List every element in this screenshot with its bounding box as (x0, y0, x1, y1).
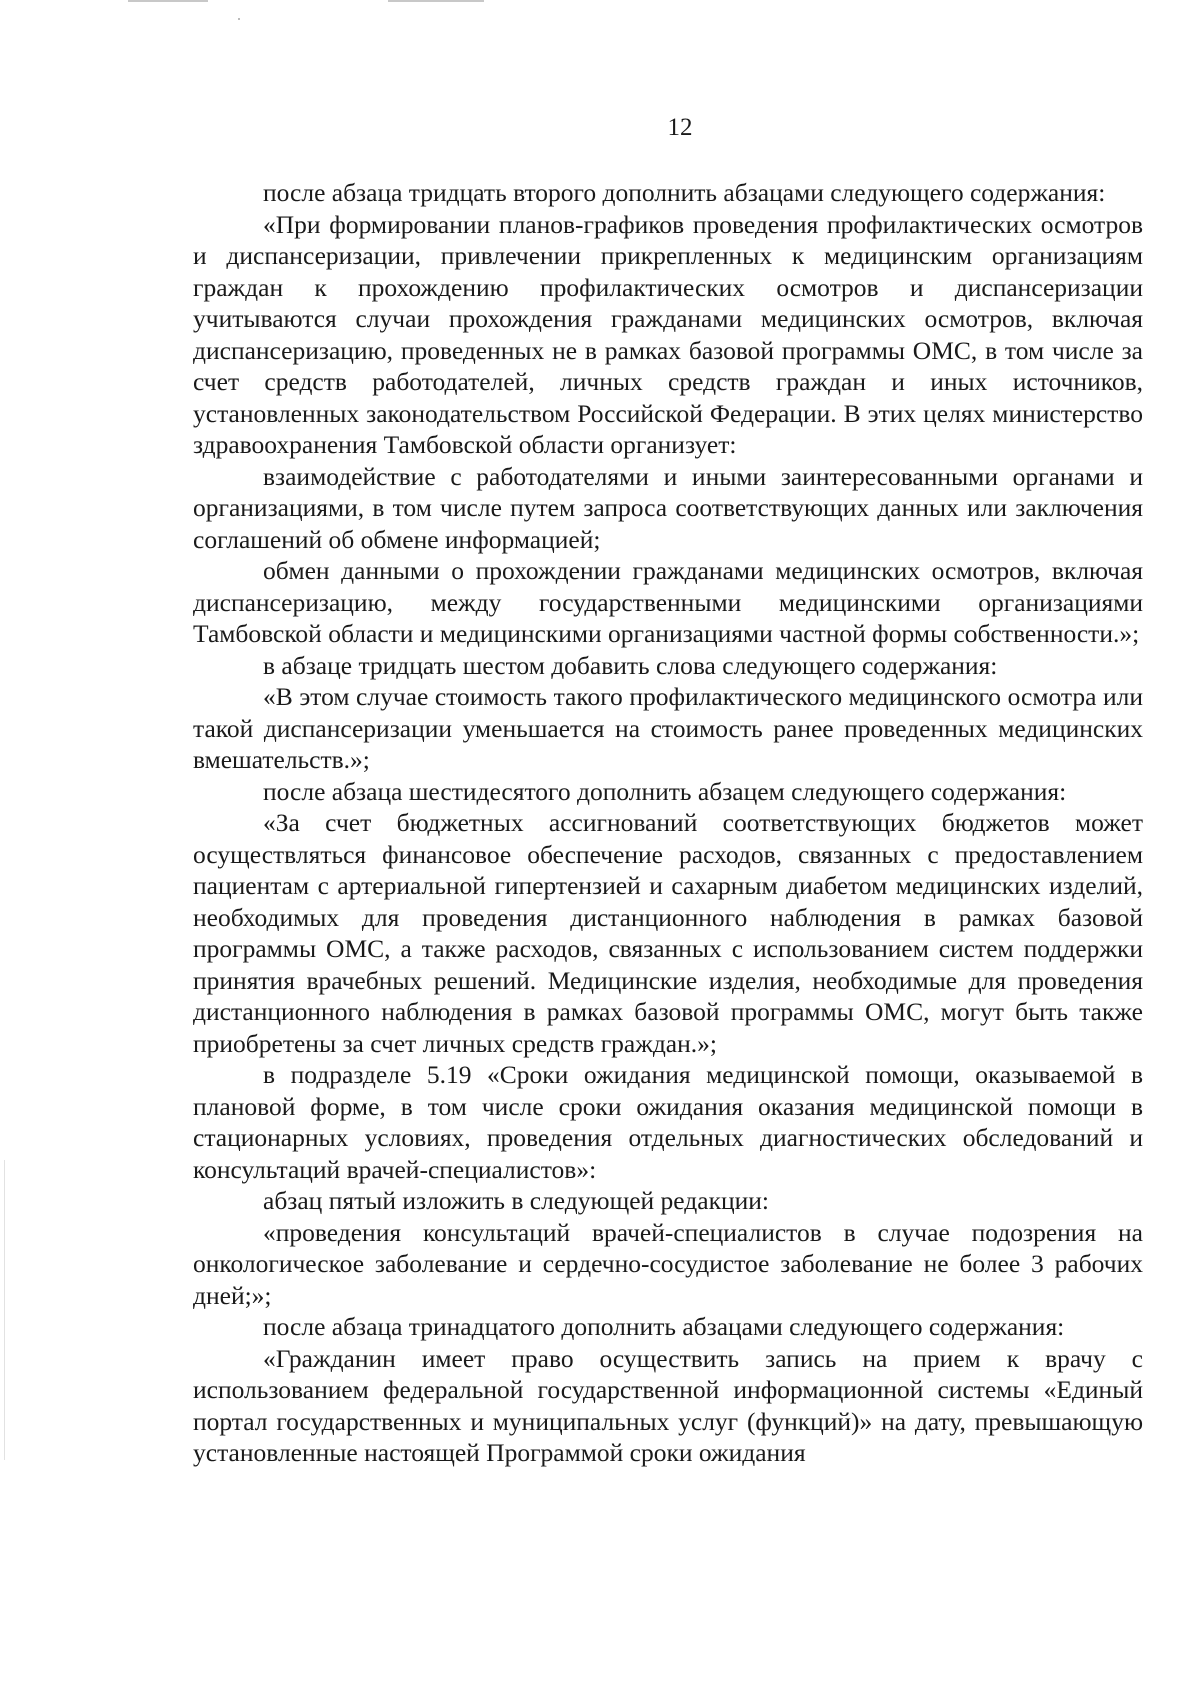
paragraph: «За счет бюджетных ассигнований соответствующих бюджетов может осуществляться финансовое обеспечение расходов, связанных с предоставлением пациентам с артериальной гипертензией и сахарным диабетом медицинских изделий, необходимых для проведения дистанционного наблюдения в рамках базовой программы ОМС, а также расходов, связанных с использованием систем поддержки принятия врачебных решений. Медицинские изделия, необходимые для проведения дистанционного наблюдения в рамках базовой программы ОМС, могут быть также приобретены за счет личных средств граждан.»; (193, 808, 1143, 1058)
page-number: 12 (667, 114, 693, 141)
scan-artifact (238, 18, 240, 20)
paragraph: «проведения консультаций врачей-специалистов в случае подозрения на онкологическое заболевание и сердечно-сосудистое заболевание не более 3 рабочих дней;»; (193, 1217, 1143, 1310)
paragraph: абзац пятый изложить в следующей редакции: (263, 1186, 769, 1215)
paragraph: после абзаца тринадцатого дополнить абзацами следующего содержания: (263, 1312, 1065, 1341)
paragraph: в абзаце тридцать шестом добавить слова следующего содержания: (263, 650, 998, 680)
paragraph: после абзаца шестидесятого дополнить абзацем следующего содержания: (263, 776, 1067, 806)
scan-artifact (388, 0, 484, 2)
paragraph: обмен данными о прохождении гражданами медицинских осмотров, включая диспансеризацию, между государственными медицинскими организациями Тамбовской области и медицинскими организациями частной формы собственности.»; (193, 556, 1143, 648)
paragraph: после абзаца тридцать второго дополнить абзацами следующего содержания: (263, 178, 1106, 207)
scan-artifact (128, 0, 208, 2)
scan-artifact (4, 1160, 5, 1460)
document-body (193, 177, 1143, 1469)
paragraph: «Гражданин имеет право осуществить запись на прием к врачу с использованием федеральной государственной информационной системы «Единый портал государственных и муниципальных услуг (функций)» на дату, превышающую установленные настоящей Программой сроки ожидания (193, 1343, 1143, 1467)
paragraph: «В этом случае стоимость такого профилактического медицинского осмотра или такой диспансеризации уменьшается на стоимость ранее проведенных медицинских вмешательств.»; (193, 682, 1143, 774)
paragraph: «При формировании планов-графиков проведения профилактических осмотров и диспансеризации, привлечении прикрепленных к медицинским организациям граждан к прохождению профилактических осмотров и диспансеризации учитываются случаи прохождения гражданами медицинских осмотров, включая диспансеризацию, проведенных не в рамках базовой программы ОМС, в том числе за счет средств работодателей, личных средств граждан и иных источников, установленных законодательством Российской Федерации. В этих целях министерство здравоохранения Тамбовской области организует: (193, 209, 1143, 459)
paragraph: взаимодействие с работодателями и иными заинтересованными органами и организациями, в том числе путем запроса соответствующих данных или заключения соглашений об обмене информацией; (193, 461, 1143, 554)
paragraph: в подразделе 5.19 «Сроки ожидания медицинской помощи, оказываемой в плановой форме, в том числе сроки ожидания оказания медицинской помощи в стационарных условиях, проведения отдельных диагностических обследований и консультаций врачей-специалистов»: (193, 1060, 1143, 1184)
